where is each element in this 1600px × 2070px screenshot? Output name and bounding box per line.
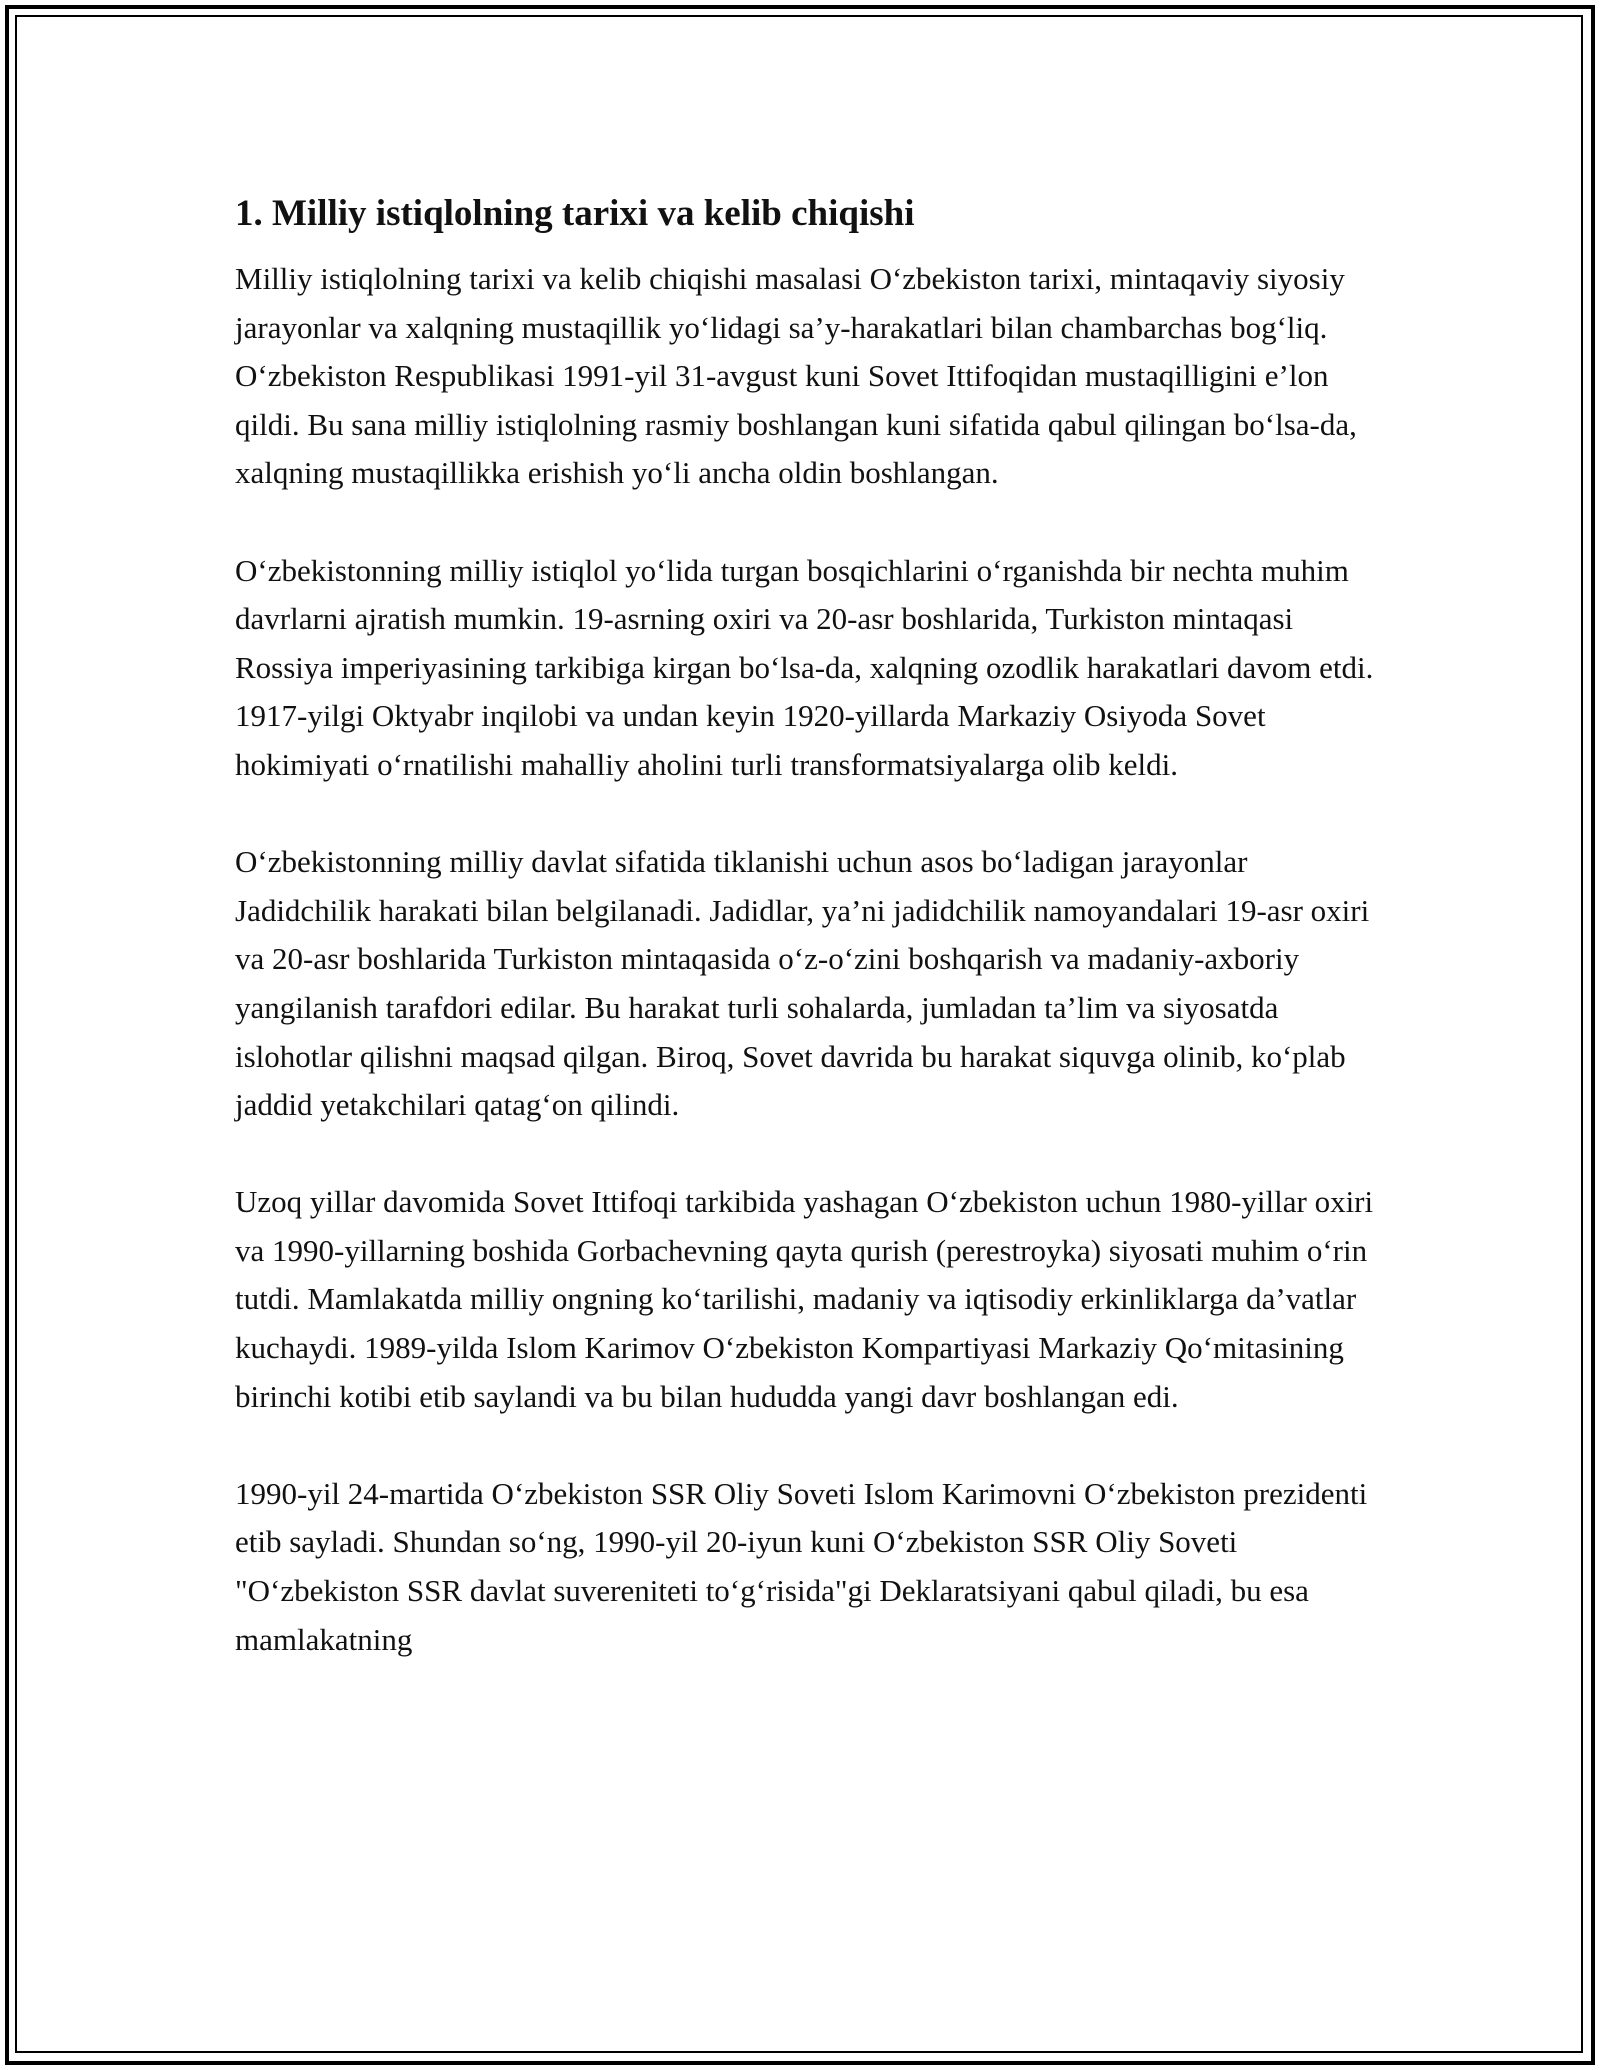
paragraph-5: 1990-yil 24-martida O‘zbekiston SSR Oliy Soveti Islom Karimovni O‘zbekiston prezidenti etib sayladi. Shundan so‘ng, 1990-yil 20-iyun kuni O‘zbekiston SSR Oliy Soveti "O‘zbekiston SSR davlat suvereniteti to‘g‘risida"gi Deklaratsiyani qabul qiladi, bu esa mamlakatning: [235, 1475, 1368, 1657]
paragraph-3: O‘zbekistonning milliy davlat sifatida tiklanishi uchun asos bo‘ladigan jarayonlar Jadidchilik harakati bilan belgilanadi. Jadidlar, ya’ni jadidchilik namoyandalari 19-asr oxiri va 20-asr boshlarida Turkiston mintaqasida o‘z-o‘zini boshqarish va madaniy-axboriy yangilanish tarafdori edilar. Bu harakat turli sohalarda, jumladan ta’lim va siyosatda islohotlar qilishni maqsad qilgan. Biroq, Sovet davrida bu harakat siquvga olinib, ko‘plab jaddid yetakchilari qatag‘on qilindi.: [235, 844, 1370, 1123]
paragraph-4: Uzoq yillar davomida Sovet Ittifoqi tarkibida yashagan O‘zbekiston uchun 1980-yillar oxiri va 1990-yillarning boshida Gorbachevning qayta qurish (perestroyka) siyosati muhim o‘rin tutdi. Mamlakatda milliy ongning ko‘tarilishi, madaniy va iqtisodiy erkinliklarga da’vatlar kuchaydi. 1989-yilda Islom Karimov O‘zbekiston Kompartiyasi Markaziy Qo‘mitasining birinchi kotibi etib saylandi va bu bilan hududda yangi davr boshlangan edi.: [235, 1184, 1374, 1414]
document-body: [235, 185, 1385, 1664]
paragraph-2: O‘zbekistonning milliy istiqlol yo‘lida turgan bosqichlarini o‘rganishda bir nechta muhim davrlarni ajratish mumkin. 19-asrning oxiri va 20-asr boshlarida, Turkiston mintaqasi Rossiya imperiyasining tarkibiga kirgan bo‘lsa-da, xalqning ozodlik harakatlari davom etdi. 1917-yilgi Oktyabr inqilobi va undan keyin 1920-yillarda Markaziy Osiyoda Sovet hokimiyati o‘rnatilishi mahalliy aholini turli transformatsiyalarga olib keldi.: [235, 552, 1374, 782]
paragraph-1: Milliy istiqlolning tarixi va kelib chiqishi masalasi O‘zbekiston tarixi, mintaqaviy siyosiy jarayonlar va xalqning mustaqillik yo‘lidagi sa’y-harakatlari bilan chambarchas bog‘liq. O‘zbekiston Respublikasi 1991-yil 31-avgust kuni Sovet Ittifoqidan mustaqilligini e’lon qildi. Bu sana milliy istiqlolning rasmiy boshlangan kuni sifatida qabul qilingan bo‘lsa-da, xalqning mustaqillikka erishish yo‘li ancha oldin boshlangan.: [235, 261, 1357, 491]
section-heading: 1. Milliy istiqlolning tarixi va kelib chiqishi: [235, 193, 915, 234]
